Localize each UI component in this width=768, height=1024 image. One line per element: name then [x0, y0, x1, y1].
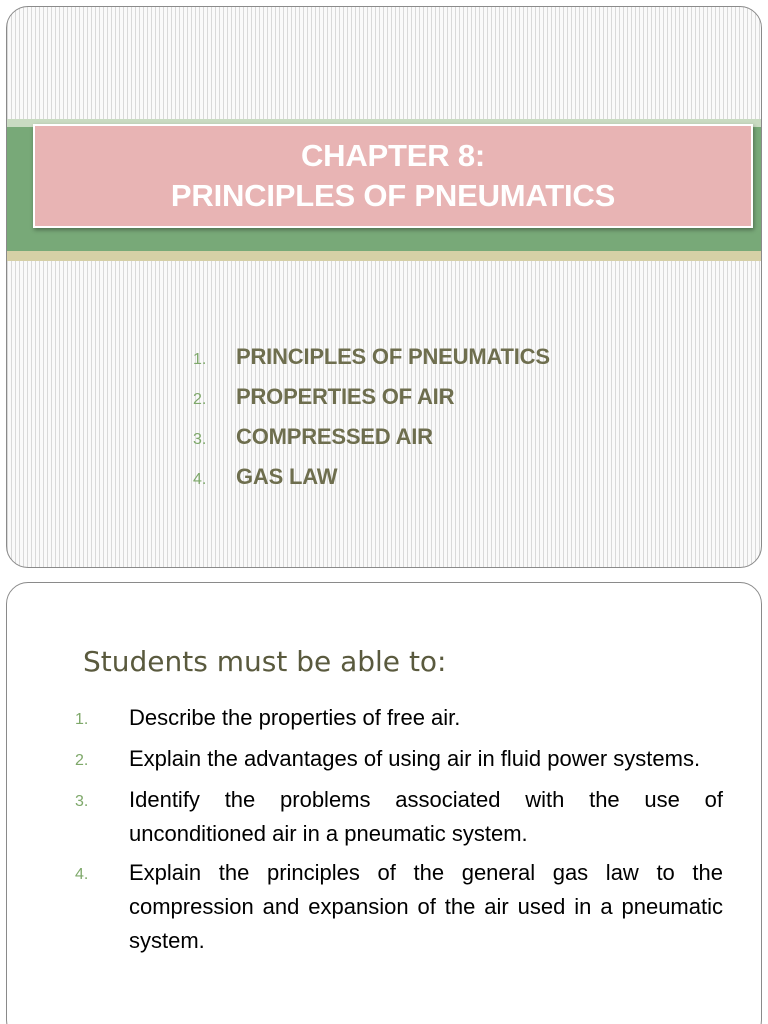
objective-number: 3.: [75, 793, 89, 810]
objective-number: 1.: [75, 711, 89, 728]
header-band-tan: [7, 251, 761, 261]
objective-text: Explain the advantages of using air in fluid power systems.: [129, 746, 701, 771]
chapter-title-box: [33, 124, 753, 228]
toc-item-text: COMPRESSED AIR: [236, 424, 433, 449]
toc-item: [193, 377, 550, 417]
objective-number: 2.: [75, 752, 89, 769]
toc-item-number: 2.: [193, 391, 207, 408]
objective-text: Identify the problems associated with the use of unconditioned air in a pneumatic system.: [129, 787, 723, 846]
objectives-list: [75, 701, 723, 963]
toc-item-text: PRINCIPLES OF PNEUMATICS: [236, 344, 550, 369]
table-of-contents: [193, 337, 550, 497]
objectives-heading: Students must be able to:: [83, 645, 447, 678]
toc-item: [193, 417, 550, 457]
title-slide: [6, 6, 762, 568]
objective-item: [75, 701, 723, 737]
objective-text: Describe the properties of free air.: [129, 705, 461, 730]
toc-item-number: 4.: [193, 471, 207, 488]
objective-text: Explain the principles of the general gas law to the compression and expansion of the air used in a pneumatic system.: [129, 860, 723, 953]
toc-item-text: GAS LAW: [236, 464, 338, 489]
toc-item: [193, 337, 550, 377]
objective-item: [75, 783, 723, 851]
chapter-title: PRINCIPLES OF PNEUMATICS: [170, 178, 616, 213]
objective-item: [75, 856, 723, 958]
toc-item-text: PROPERTIES OF AIR: [236, 384, 455, 409]
toc-item-number: 1.: [193, 351, 207, 368]
chapter-number: CHAPTER 8:: [300, 138, 485, 173]
objectives-slide: [6, 582, 762, 1024]
toc-item-number: 3.: [193, 431, 207, 448]
objective-number: 4.: [75, 866, 89, 883]
objective-item: [75, 742, 723, 778]
toc-item: [193, 457, 550, 497]
